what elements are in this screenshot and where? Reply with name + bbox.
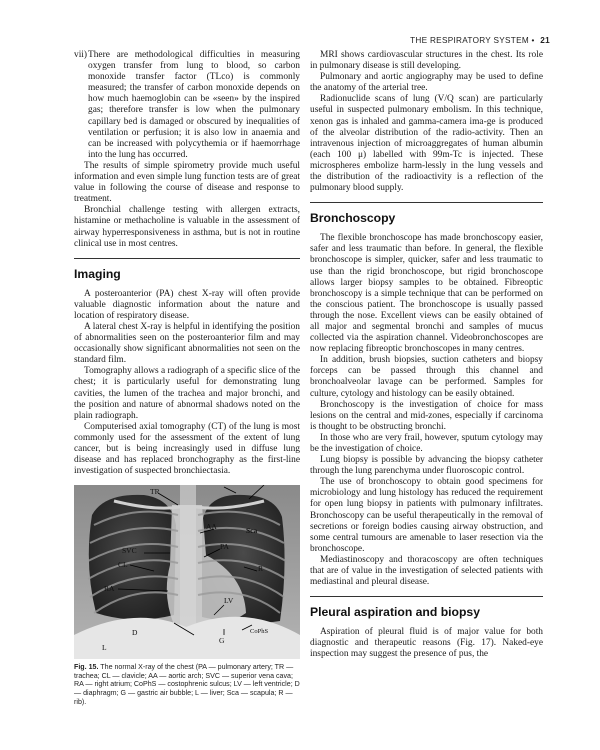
list-item-vii: [74, 50, 300, 161]
xray-label-cophs: CoPhS: [250, 628, 269, 636]
figure-caption: [74, 663, 300, 706]
paragraph-specimens: The use of bronchoscopy to obtain good specimens for microbiology and lung histology has reduced the requirement for open lung biopsy in patients with pulmonary infiltrates. Bronchoscopy can be useful therapeutically in the removal of secretions or foreign bodies causing airway obstruction, and some central tumours are amenable to laser resection via the bronchoscope.: [310, 477, 543, 554]
xray-label-pa: PA: [220, 542, 229, 552]
section-bronchoscopy: [310, 202, 543, 588]
xray-label-l: L: [102, 643, 107, 653]
right-column: [310, 50, 543, 661]
xray-label-svc: SVC: [122, 546, 137, 556]
running-head-title: THE RESPIRATORY SYSTEM: [410, 36, 529, 45]
section-rule: [310, 596, 543, 597]
section-heading-pleural: Pleural aspiration and biopsy: [310, 605, 480, 620]
xray-label-cl: CL: [118, 560, 128, 570]
paragraph-lung-biopsy: Lung biopsy is possible by advancing the biopsy catheter through the lung parenchyma under fluoroscopic control.: [310, 455, 543, 477]
paragraph-angiography: Pulmonary and aortic angiography may be used to define the anatomy of the arterial tree.: [310, 72, 543, 94]
paragraph-brush-biopsies: In addition, brush biopsies, suction catheters and biopsy forceps can be passed through this channel and bronchoalveolar lavage can be performed. Samples for culture, cytology and histology can be easily obtained.: [310, 355, 543, 399]
running-head: [410, 36, 550, 45]
figure-caption-label: Fig. 15.: [74, 663, 99, 672]
xray-label-lv: LV: [224, 596, 234, 606]
section-rule: [310, 202, 543, 203]
left-column: [74, 50, 300, 706]
xray-label-ra: RA: [104, 584, 115, 594]
paragraph-mri: MRI shows cardiovascular structures in the chest. Its role in pulmonary disease is still developing.: [310, 50, 543, 72]
paragraph-flexible-bronchoscope: The flexible bronchoscope has made bronchoscopy easier, safer and less traumatic than before. In general, the flexible bronchoscope is simpler, quicker, safer and less traumatic to use than the rigid bronchoscope, but rigid bronchoscope allows larger biopsy samples to be obtained. Fibreoptic bronchoscopy is a simple technique that can be performed on the conscious patient. The bronchoscope is usually passed through the nose. Excellent views can be easily obtained of all major and segmental bronchi and samples of mucus collected via the aspiration channel. Videobronchoscopes are now replacing fibreoptic bronchoscopes in many centres.: [310, 233, 543, 355]
paragraph-tomography: Tomography allows a radiograph of a specific slice of the chest; it is particularly useful for demonstrating lung cavities, the lumen of the trachea and major bronchi, and the position and nature of abnormal shadows noted on the plain radiograph.: [74, 366, 300, 421]
figure-15: [74, 485, 300, 706]
paragraph-lateral-xray: A lateral chest X-ray is helpful in identifying the position of abnormalities seen on the posteroanterior film and may occasionally show significant abnormalities not seen on the standard film.: [74, 321, 300, 366]
section-imaging: [74, 258, 300, 478]
paragraph-spirometry: The results of simple spirometry provide much useful information and even simple lung function tests are of great value in following the course of disease and response to treatment.: [74, 160, 300, 205]
xray-label-g: G: [219, 636, 225, 646]
section-heading-imaging: Imaging: [74, 266, 121, 281]
chest-xray-image: [74, 485, 300, 659]
xray-label-sca: Sca: [246, 526, 258, 536]
page-number: 21: [540, 36, 550, 45]
section-rule: [74, 258, 300, 259]
xray-label-r: R: [258, 564, 264, 574]
paragraph-bronchial-challenge: Bronchial challenge testing with allergen extracts, histamine or methacholine is valuable in the assessment of airway hyperresponsiveness in asthma, but is not in routine clinical use in most centres.: [74, 205, 300, 249]
xray-label-d: D: [132, 628, 138, 638]
paragraph-investigation-choice: Bronchoscopy is the investigation of choice for mass lesions on the central and mid-zones, especially if carcinoma is thought to be obstructing bronchi.: [310, 399, 543, 432]
running-head-separator: •: [531, 36, 535, 45]
paragraph-pleural-aspiration: Aspiration of pleural fluid is of major value for both diagnostic and therapeutic reasons (Fig. 17). Naked-eye inspection may suggest the presence of pus, the: [310, 627, 543, 660]
xray-label-aa: AA: [206, 522, 217, 532]
paragraph-radionuclide: Radionuclide scans of lung (V/Q scan) are particularly useful in suspected pulmonary embolism. In this technique, xenon gas is inhaled and gamma-camera ima-ge is produced of the alveolar distribution of the radio-activity. Then an intravenous injection of microaggregates of human albumin (each 100 μ) labelled with 99m-Tc is injected. These microspheres embolize harm-lessly in the lung vessels and the distribution of the radioactivity is a reflection of the pulmonary blood supply.: [310, 94, 543, 194]
paragraph-ct: Computerised axial tomography (CT) of the lung is most commonly used for the assessment of the extent of lung cancer, but is being increasingly used in diffuse lung disease and has replaced bronchography as the first-line investigation of suspected bronchiectasia.: [74, 421, 300, 477]
figure-caption-text: The normal X-ray of the chest (PA — pulmonary artery; TR — trachea; CL — clavicle; AA — aortic arch; SVC — superior vena cava; RA — right atrium; CoPhS — costophrenic sulcus; LV — left ventricle; D — diaphragm; G — gastric air bubble; L — liver; Sca — scapula; R — rib).: [74, 663, 300, 706]
paragraph-pa-xray: A posteroanterior (PA) chest X-ray will often provide valuable diagnostic information about the nature and location of respiratory disease.: [74, 288, 300, 321]
xray-label-tr: TR: [150, 487, 160, 497]
section-pleural: [310, 596, 543, 660]
list-item-text: There are methodological difficulties in measuring oxygen transfer from lung to blood, so carbon monoxide transfer factor (TLco) is commonly measured; the transfer of carbon monoxide depends on how much haemoglobin can be «seen» by the inspired gas; therefore transfer is low when the pulmonary capillary bed is damaged or obscured by inequalities of ventilation or perfusion; it is also low in anaemia and can be increased with polycythemia or if haemorrhage into the lung has occurred.: [88, 50, 300, 160]
list-item-number: vii): [74, 50, 88, 60]
section-heading-bronchoscopy: Bronchoscopy: [310, 211, 396, 226]
paragraph-mediastinoscopy: Mediastinoscopy and thoracoscopy are often techniques that are of value in the investigation of selected patients with mediastinal and pleural disease.: [310, 554, 543, 588]
paragraph-frail-patients: In those who are very frail, however, sputum cytology may be the investigation of choice.: [310, 432, 543, 454]
